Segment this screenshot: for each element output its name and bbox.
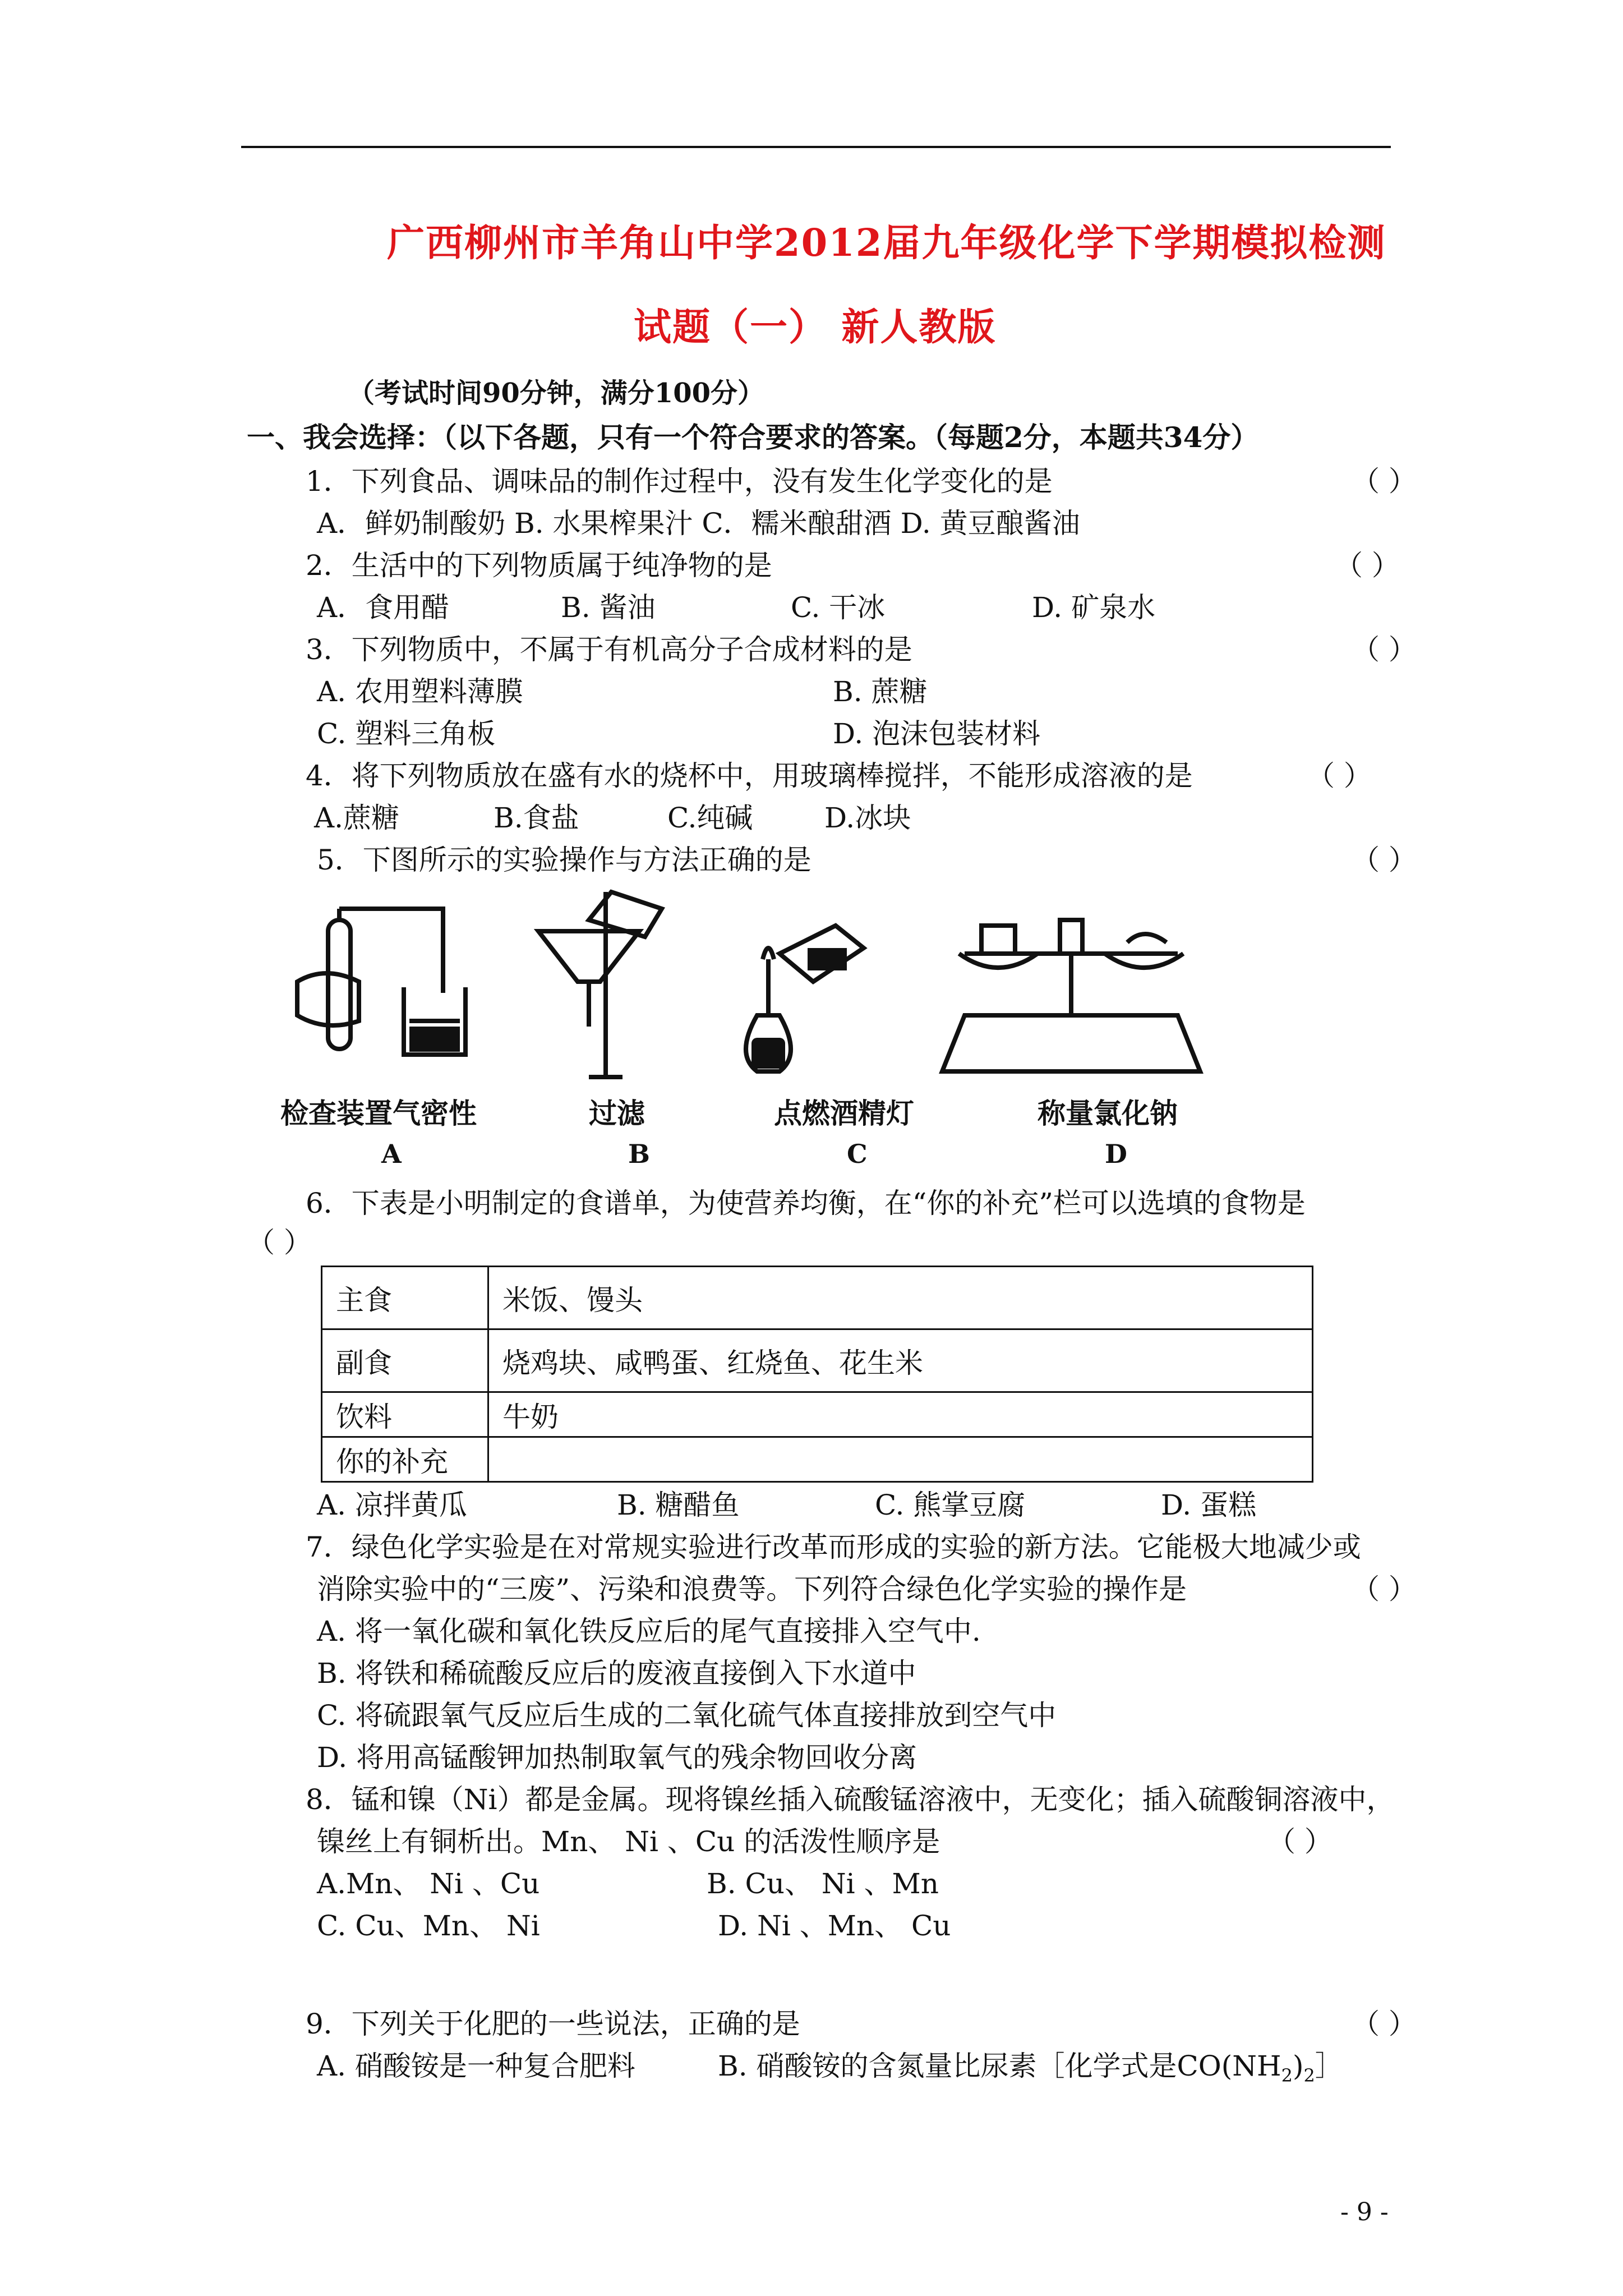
question-4-answer-blank: （ ） [1307,760,1372,792]
table-row [322,1437,1313,1482]
question-6-option-a: A. 凉拌黄瓜 [317,1489,467,1521]
table-cell-key: 饮料 [322,1392,488,1437]
question-3-option-c: C. 塑料三角板 [317,717,496,750]
figure-letter-b: B [628,1139,650,1169]
question-2-stem: 2．生活中的下列物质属于纯净物的是 [306,549,772,582]
question-2-option-c: C. 干冰 [791,591,886,624]
document-title-line2: 试题（一） 新人教版 [634,305,997,349]
question-8-stem-line1: 8．锰和镍（Ni）都是金属。现将镍丝插入硫酸锰溶液中，无变化；插入硫酸铜溶液中， [306,1783,1395,1816]
question-8-option-b: B. Cu、 Ni 、Mn [707,1867,939,1900]
subscript: 2 [1281,2065,1293,2086]
option-b-text: B. 硝酸铵的含氮量比尿素［化学式是CO(NH [718,2050,1281,2082]
table-row [322,1392,1313,1437]
question-2-option-a: A．食用醋 [317,591,450,624]
figure-caption-a: 检查装置气密性 [280,1097,477,1130]
question-2-option-d: D. 矿泉水 [1032,591,1156,624]
figure-letter-a: A [381,1139,402,1169]
question-8-option-a: A.Mn、 Ni 、Cu [317,1867,540,1900]
figure-letter-c: C [847,1139,868,1169]
question-5-stem: 5．下图所示的实验操作与方法正确的是 [317,844,811,876]
question-6-option-c: C. 熊掌豆腐 [875,1489,1026,1521]
question-7-option-d: D. 将用高锰酸钾加热制取氧气的残余物回收分离 [317,1741,917,1774]
meal-plan-table [321,1266,1313,1483]
question-8-stem-line2: 镍丝上有铜析出。Mn、 Ni 、Cu 的活泼性顺序是 [317,1825,940,1858]
table-cell-key: 主食 [322,1267,488,1329]
question-9-stem: 9．下列关于化肥的一些说法，正确的是 [306,2008,800,2040]
figure-caption-c: 点燃酒精灯 [774,1097,914,1130]
question-2-option-b: B. 酱油 [561,591,656,624]
question-5-answer-blank: （ ） [1352,844,1417,876]
question-7-option-a: A. 将一氧化碳和氧化铁反应后的尾气直接排入空气中. [317,1615,981,1648]
question-6-stem: 6．下表是小明制定的食谱单，为使营养均衡，在“你的补充”栏可以选填的食物是 [306,1187,1306,1220]
table-cell-value: 烧鸡块、咸鸭蛋、红烧鱼、花生米 [488,1329,1313,1392]
question-1-stem: 1．下列食品、调味品的制作过程中，没有发生化学变化的是 [306,465,1053,498]
question-9-option-b [718,2044,1343,2086]
question-9-option-a: A. 硝酸铵是一种复合肥料 [317,2050,635,2082]
subscript: 2 [1303,2065,1315,2086]
exam-info: （考试时间90分钟，满分100分） [348,378,764,409]
question-7-stem-line2: 消除实验中的“三废”、污染和浪费等。下列符合绿色化学实验的操作是 [317,1573,1187,1605]
question-7-stem-line1: 7．绿色化学实验是在对常规实验进行改革而形成的实验的新方法。它能极大地减少或 [306,1531,1361,1563]
question-4-option-b: B.食盐 [494,802,579,834]
table-cell-value: 米饭、馒头 [488,1267,1313,1329]
document-title-line1: 广西柳州市羊角山中学2012届九年级化学下学期模拟检测 [387,220,1386,265]
question-7-answer-blank: （ ） [1352,1573,1417,1605]
alcohol-lamp-drawing [746,926,864,1071]
question-3-stem: 3．下列物质中，不属于有机高分子合成材料的是 [306,633,912,666]
question-4-stem: 4．将下列物质放在盛有水的烧杯中，用玻璃棒搅拌，不能形成溶液的是 [306,760,1193,792]
question-4-option-c: C.纯碱 [667,802,753,834]
question-6-answer-blank: （ ） [247,1226,312,1259]
table-row [322,1267,1313,1329]
filtration-drawing [538,892,662,1077]
figure-caption-d: 称量氯化钠 [1038,1097,1178,1130]
question-3-option-b: B. 蔗糖 [833,675,928,708]
question-3-option-d: D. 泡沫包装材料 [833,717,1041,750]
airtightness-check-drawing [297,909,465,1055]
header-rule [241,146,1391,148]
question-3-option-a: A. 农用塑料薄膜 [317,675,523,708]
question-4-option-d: D.冰块 [824,802,911,834]
table-cell-key: 你的补充 [322,1437,488,1482]
question-4-option-a: A.蔗糖 [314,802,400,834]
question-2-answer-blank: （ ） [1335,549,1400,582]
option-b-text: ］ [1315,2050,1343,2082]
table-cell-value [488,1437,1313,1482]
table-row [322,1329,1313,1392]
question-6-option-b: B. 糖醋鱼 [617,1489,740,1521]
page-number: - 9 - [1340,2198,1389,2226]
question-8-option-c: C. Cu、Mn、 Ni [317,1910,540,1942]
question-8-option-d: D. Ni 、Mn、 Cu [718,1910,951,1942]
table-cell-key: 副食 [322,1329,488,1392]
figure-caption-b: 过滤 [589,1097,645,1130]
section-heading: 一、我会选择：（以下各题，只有一个符合要求的答案。（每题2分，本题共34分） [247,421,1259,454]
question-6-option-d: D. 蛋糕 [1161,1489,1257,1521]
figure-letter-d: D [1105,1139,1127,1169]
question-7-option-c: C. 将硫跟氧气反应后生成的二氧化硫气体直接排放到空气中 [317,1699,1057,1732]
balance-drawing [942,920,1200,1071]
table-cell-value: 牛奶 [488,1392,1313,1437]
lab-operations-figure [275,886,1251,1088]
question-1-answer-blank: （ ） [1352,465,1417,498]
question-7-option-b: B. 将铁和稀硫酸反应后的废液直接倒入下水道中 [317,1657,916,1690]
question-3-answer-blank: （ ） [1352,633,1417,666]
question-1-options: A．鲜奶制酸奶 B. 水果榨果汁 C．糯米酿甜酒 D. 黄豆酿酱油 [317,507,1080,540]
question-8-answer-blank: （ ） [1267,1825,1332,1858]
question-9-answer-blank: （ ） [1352,2008,1417,2040]
option-b-text: ) [1293,2050,1304,2082]
